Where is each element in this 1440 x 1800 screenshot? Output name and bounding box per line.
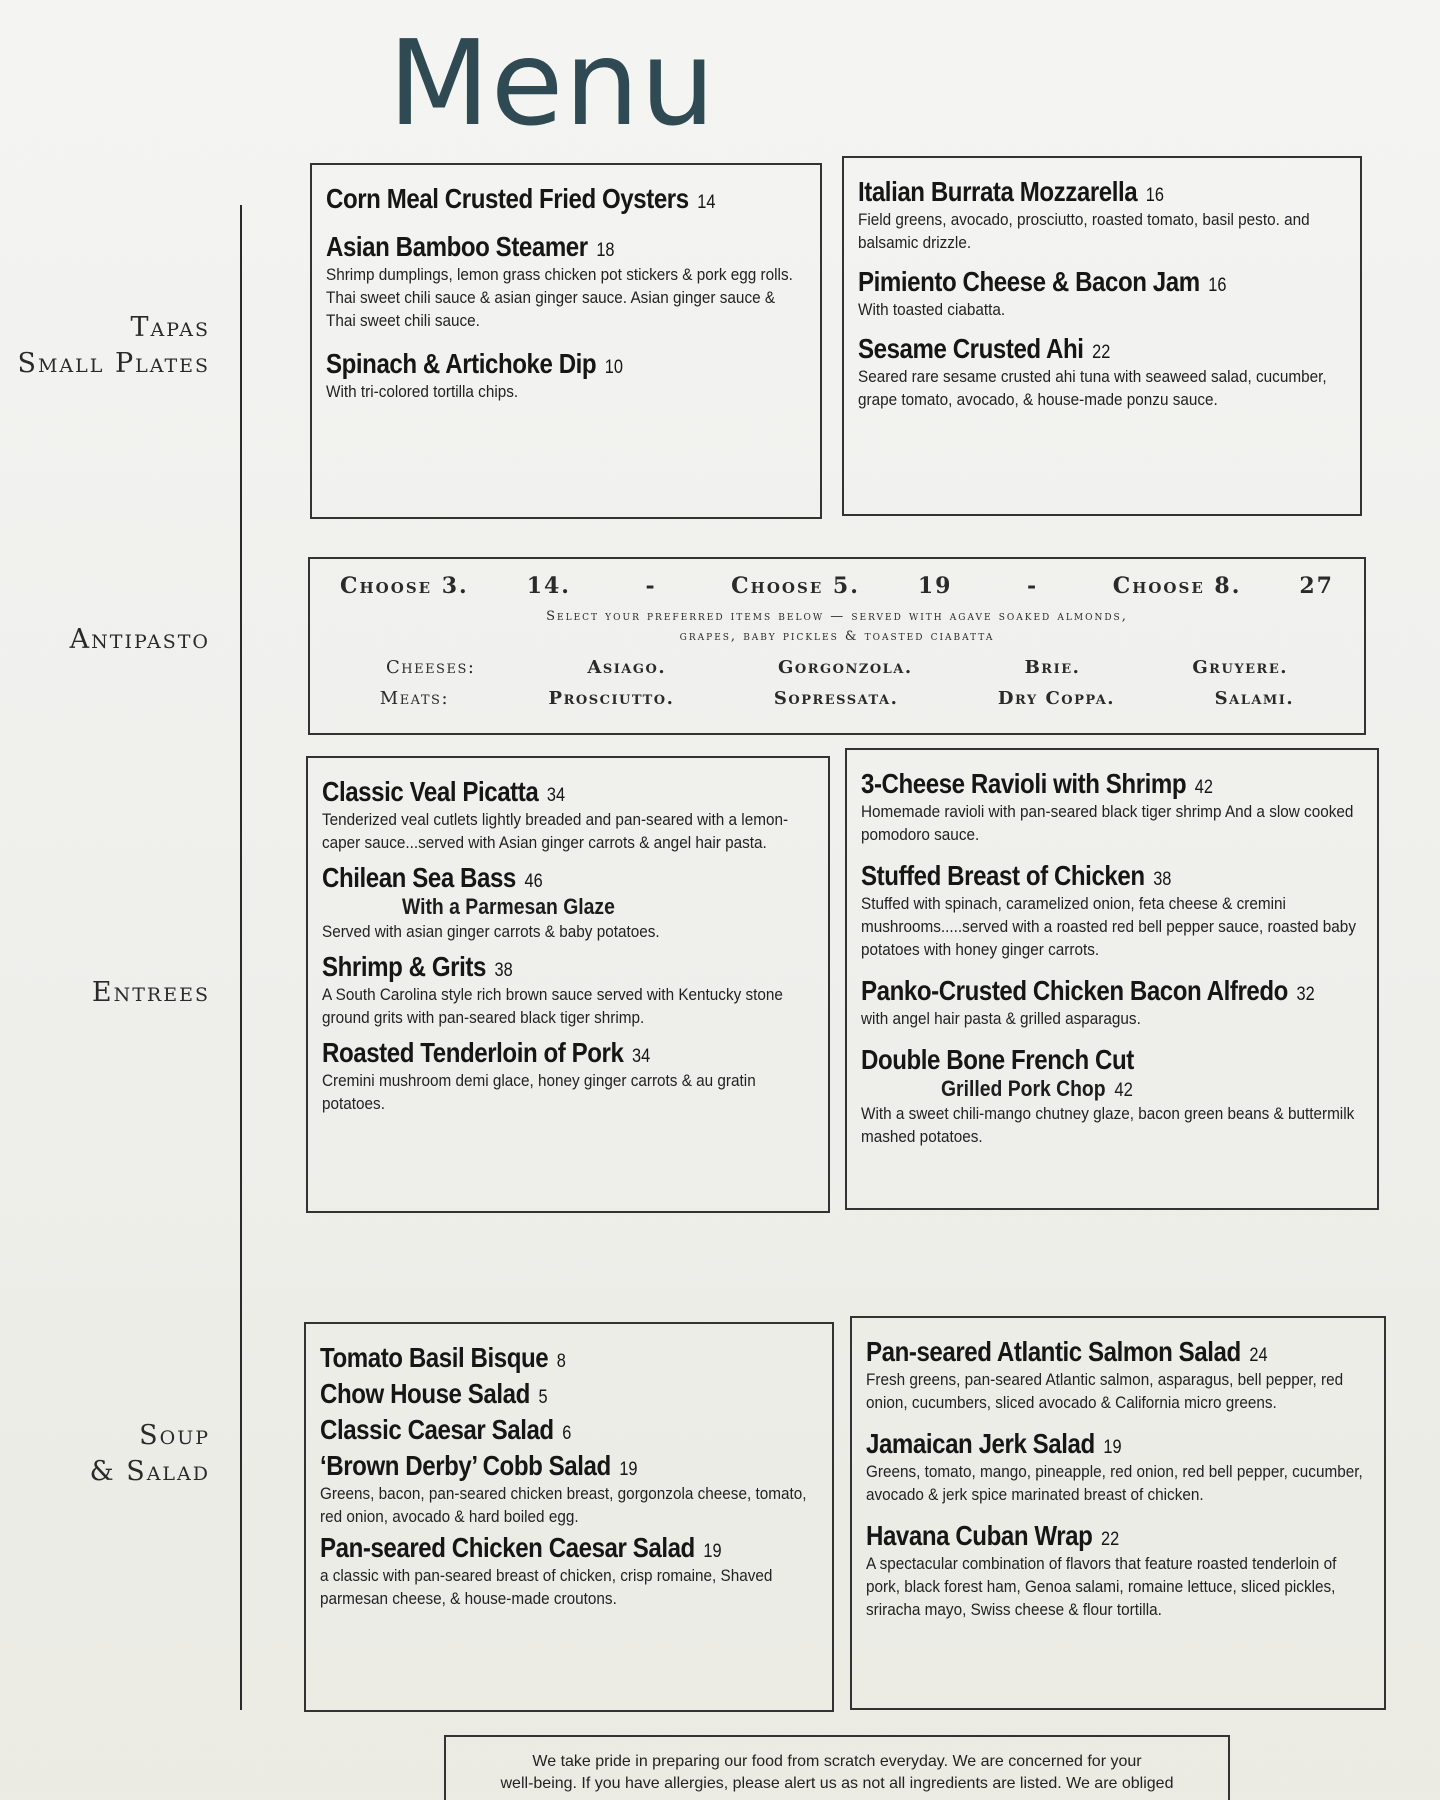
menu-item <box>861 975 1363 1030</box>
menu-item-title: Pan-seared Chicken Caesar Salad <box>320 1532 695 1563</box>
menu-item-name <box>320 1414 571 1446</box>
menu-item <box>322 951 814 1029</box>
menu-item-name <box>866 1336 1268 1368</box>
menu-item-price: 5 <box>538 1387 548 1408</box>
menu-item-description: Seared rare sesame crusted ahi tuna with seaweed salad, cucumber, grape tomato, avocado, & house-made ponzu sauce. <box>858 367 1327 409</box>
menu-item-description: Greens, tomato, mango, pineapple, red onion, red bell pepper, cucumber, avocado & jerk spice marinated breast of chicken. <box>866 1462 1363 1504</box>
antipasto-choose-row <box>330 573 1344 599</box>
menu-item <box>866 1336 1370 1414</box>
menu-item-price: 38 <box>494 960 513 981</box>
menu-item-price: 22 <box>1101 1529 1120 1550</box>
menu-item <box>320 1532 818 1610</box>
section-label-soup-line2: & Salad <box>89 1456 210 1487</box>
section-label-entrees: Entrees <box>91 977 210 1008</box>
section-label-tapas-line1: Tapas <box>130 312 210 343</box>
menu-item-title: Chow House Salad <box>320 1378 530 1409</box>
menu-item-title: Classic Veal Picatta <box>322 776 539 807</box>
menu-item-description: A spectacular combination of flavors that feature roasted tenderloin of pork, black forest ham, Genoa salami, romaine lettuce, sliced pickles, sriracha mayo, Swiss cheese & flour tortilla. <box>866 1554 1337 1619</box>
antipasto-box <box>308 557 1366 735</box>
menu-item <box>861 860 1363 961</box>
entrees-right-box <box>845 748 1379 1210</box>
cheese-item: Brie. <box>1024 657 1081 678</box>
meat-item: Dry Coppa. <box>997 688 1116 709</box>
cheese-item: Gruyere. <box>1192 657 1288 678</box>
menu-item-description: With toasted ciabatta. <box>858 300 1006 319</box>
menu-item-title: ‘Brown Derby’ Cobb Salad <box>320 1450 611 1481</box>
menu-item-price: 34 <box>632 1046 651 1067</box>
allergy-notice-line2: well-being. If you have allergies, please alert us as not all ingredients are listed. We are obliged <box>500 1775 1174 1792</box>
menu-item <box>326 348 806 403</box>
menu-item-price: 18 <box>596 240 615 261</box>
menu-item <box>326 231 806 332</box>
entrees-left-box <box>306 756 830 1213</box>
menu-item-name <box>326 348 623 380</box>
antipasto-note <box>330 607 1344 647</box>
menu-item-name <box>326 231 615 263</box>
choose-3: Choose 3. 14. <box>340 573 571 599</box>
menu-item-price: 32 <box>1296 984 1315 1005</box>
menu-item-price: 34 <box>546 785 566 806</box>
menu-item-title: Jamaican Jerk Salad <box>866 1428 1095 1459</box>
menu-item-title: Asian Bamboo Steamer <box>326 231 588 262</box>
meats-row <box>330 688 1344 709</box>
menu-item-price: 16 <box>1145 185 1164 206</box>
soup-left-box <box>304 1322 834 1712</box>
menu-item-name <box>866 1520 1119 1552</box>
cheeses-label: Cheeses: <box>385 657 476 678</box>
choose-8: Choose 8. 27 <box>1112 573 1334 599</box>
menu-item-name <box>320 1450 638 1482</box>
menu-item-price: 24 <box>1249 1345 1268 1366</box>
menu-item <box>320 1342 818 1374</box>
separator: - <box>645 573 657 599</box>
menu-item-title: Chilean Sea Bass <box>322 862 516 893</box>
choose-5: Choose 5. 19 <box>731 573 953 599</box>
menu-item-description: a classic with pan-seared breast of chicken, crisp romaine, Shaved parmesan cheese, & house-made croutons. <box>320 1566 773 1608</box>
menu-item-price: 42 <box>1194 777 1213 798</box>
menu-item <box>861 1044 1363 1148</box>
menu-item <box>320 1450 818 1528</box>
menu-item-price: 6 <box>562 1423 572 1444</box>
antipasto-note-line1: Select your preferred items below — served with agave soaked almonds, <box>546 609 1128 624</box>
menu-item-name <box>320 1532 722 1564</box>
menu-item-subtitle-text: With a Parmesan Glaze <box>402 894 615 919</box>
menu-item-title: 3-Cheese Ravioli with Shrimp <box>861 768 1187 799</box>
meats-label: Meats: <box>379 688 450 709</box>
menu-item-price: 14 <box>697 192 716 213</box>
menu-item-title: Sesame Crusted Ahi <box>858 333 1084 364</box>
menu-item <box>861 768 1363 846</box>
antipasto-note-line2: grapes, baby pickles & toasted ciabatta <box>679 629 995 644</box>
menu-item <box>320 1378 818 1410</box>
menu-item <box>858 333 1346 411</box>
meat-item: Sopressata. <box>773 688 899 709</box>
menu-item-title: Havana Cuban Wrap <box>866 1520 1093 1551</box>
menu-item-name <box>322 862 543 894</box>
menu-item-title: Italian Burrata Mozzarella <box>858 176 1138 207</box>
menu-item-name <box>861 860 1171 892</box>
meat-item: Prosciutto. <box>548 688 675 709</box>
menu-item <box>322 1037 814 1115</box>
menu-item-name <box>858 176 1164 208</box>
menu-item-description: Served with asian ginger carrots & baby potatoes. <box>322 922 660 941</box>
section-label-soup-salad <box>90 1418 210 1490</box>
menu-item-title: Tomato Basil Bisque <box>320 1342 549 1373</box>
section-label-tapas <box>17 310 210 382</box>
menu-item-description: Tenderized veal cutlets lightly breaded and pan-seared with a lemon-caper sauce...served with Asian ginger carrots & angel hair pasta. <box>322 810 789 852</box>
menu-item-title: Pimiento Cheese & Bacon Jam <box>858 266 1200 297</box>
menu-item-price: 16 <box>1208 275 1227 296</box>
menu-item-title: Pan-seared Atlantic Salmon Salad <box>866 1336 1241 1367</box>
menu-item <box>322 862 814 943</box>
menu-item-subtitle-text: Grilled Pork Chop <box>941 1076 1106 1101</box>
soup-right-box <box>850 1316 1386 1710</box>
menu-item <box>866 1428 1370 1506</box>
tapas-right-box <box>842 156 1362 516</box>
menu-item-name <box>858 266 1226 298</box>
menu-item-description: With a sweet chili-mango chutney glaze, bacon green beans & buttermilk mashed potatoes. <box>861 1104 1355 1146</box>
menu-item-name <box>320 1378 548 1410</box>
menu-item-name <box>866 1428 1122 1460</box>
menu-item-name <box>322 1037 650 1069</box>
menu-item-title: Panko-Crusted Chicken Bacon Alfredo <box>861 975 1288 1006</box>
menu-item-name <box>322 776 565 808</box>
menu-item-price: 42 <box>1114 1080 1133 1101</box>
menu-item-subtitle <box>402 894 615 920</box>
meat-item: Salami. <box>1214 688 1295 709</box>
menu-item-price: 8 <box>556 1351 566 1372</box>
menu-item-title: Corn Meal Crusted Fried Oysters <box>326 183 689 214</box>
menu-item <box>326 183 806 215</box>
menu-item-name <box>861 975 1315 1007</box>
cheese-item: Gorgonzola. <box>778 657 913 678</box>
menu-item-title: Classic Caesar Salad <box>320 1414 554 1445</box>
menu-item-title: Roasted Tenderloin of Pork <box>322 1037 624 1068</box>
menu-item-price: 19 <box>1103 1437 1122 1458</box>
menu-item-title: Stuffed Breast of Chicken <box>861 860 1145 891</box>
allergy-notice-line1: We take pride in preparing our food from scratch everyday. We are concerned for your <box>532 1753 1142 1770</box>
cheeses-row <box>330 657 1344 678</box>
tapas-left-box <box>310 163 822 519</box>
menu-item-name <box>326 183 715 215</box>
cheese-item: Asiago. <box>587 657 667 678</box>
menu-item-description: with angel hair pasta & grilled asparagus. <box>861 1009 1141 1028</box>
menu-item-title: Shrimp & Grits <box>322 951 486 982</box>
menu-item-price: 46 <box>524 871 543 892</box>
menu-item <box>866 1520 1370 1621</box>
menu-item-description: Stuffed with spinach, caramelized onion, feta cheese & cremini mushrooms.....served with a roasted red bell pepper sauce, roasted baby potatoes with honey ginger carrots. <box>861 894 1356 959</box>
menu-item-name <box>858 333 1110 365</box>
menu-item-description: Fresh greens, pan-seared Atlantic salmon, asparagus, bell pepper, red onion, cucumbers, sliced avocado & California micro greens. <box>866 1370 1344 1412</box>
menu-item <box>858 266 1346 321</box>
menu-item-description: With tri-colored tortilla chips. <box>326 382 519 401</box>
menu-item-name <box>320 1342 566 1374</box>
menu-item-name <box>322 951 513 983</box>
section-label-antipasto: Antipasto <box>69 624 210 655</box>
menu-item-description: Field greens, avocado, prosciutto, roasted tomato, basil pesto. and balsamic drizzle. <box>858 210 1310 252</box>
menu-item-price: 19 <box>703 1541 722 1562</box>
menu-item <box>858 176 1346 254</box>
menu-item-description: A South Carolina style rich brown sauce served with Kentucky stone ground grits with pan-seared black tiger shrimp. <box>322 985 783 1027</box>
menu-item-description: Homemade ravioli with pan-seared black tiger shrimp And a slow cooked pomodoro sauce. <box>861 802 1354 844</box>
menu-item-description: Cremini mushroom demi glace, honey ginger carrots & au gratin potatoes. <box>322 1071 756 1113</box>
vertical-divider <box>240 205 242 1710</box>
menu-item-subtitle <box>941 1076 1133 1102</box>
menu-item-description: Shrimp dumplings, lemon grass chicken pot stickers & pork egg rolls. Thai sweet chili sauce & asian ginger sauce. Asian ginger sauce & Thai sweet chili sauce. <box>326 265 793 330</box>
menu-item-title: Double Bone French Cut <box>861 1044 1134 1075</box>
section-label-soup-line1: Soup <box>139 1420 210 1451</box>
menu-item-price: 19 <box>619 1459 638 1480</box>
menu-item-title: Spinach & Artichoke Dip <box>326 348 597 379</box>
menu-item-name <box>861 1044 1134 1076</box>
menu-item <box>320 1414 818 1446</box>
menu-item <box>322 776 814 854</box>
menu-item-price: 22 <box>1092 342 1111 363</box>
section-label-tapas-line2: Small Plates <box>17 348 210 379</box>
separator: - <box>1027 573 1039 599</box>
menu-item-price: 38 <box>1153 869 1172 890</box>
menu-item-description: Greens, bacon, pan-seared chicken breast, gorgonzola cheese, tomato, red onion, avocado & hard boiled egg. <box>320 1484 807 1526</box>
menu-item-name <box>861 768 1213 800</box>
page-title: Menu <box>388 14 716 152</box>
menu-item-price: 10 <box>604 357 623 378</box>
allergy-notice <box>444 1735 1230 1800</box>
